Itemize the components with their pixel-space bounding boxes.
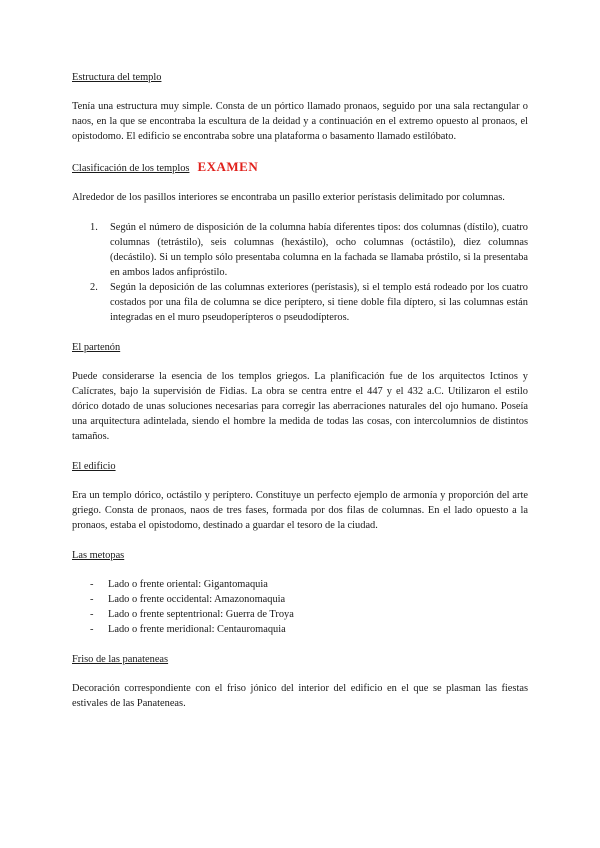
heading-estructura: Estructura del templo	[72, 72, 162, 83]
list-item-text: Según la deposición de las columnas exteriores (perístasis), si el templo está rodeado por los cuatro costados por una fila de columna se dice períptero, si tiene doble fila díptero, si las columnas están integradas en el muro pseudoperípteros o pseudodípteros.	[110, 282, 528, 323]
paragraph-friso: Decoración correspondiente con el friso jónico del interior del edificio en el que se plasman las fiestas estivales de las Panateneas.	[72, 683, 528, 709]
list-item-text: Lado o frente occidental: Amazonomaquia	[108, 594, 286, 605]
paragraph-estructura: Tenía una estructura muy simple. Consta de un pórtico llamado pronaos, seguido por una sala rectangular o naos, en la que se encontraba la escultura de la deidad y a continuación en el extremo opuesto al pronaos, el opistodomo. El edificio se encontraba sobre una plataforma o basamento llamado estilóbato.	[72, 101, 528, 142]
list-number: 1.	[90, 222, 98, 233]
list-dash: -	[90, 594, 94, 605]
heading-edificio: El edificio	[72, 461, 116, 472]
list-number: 2.	[90, 282, 98, 293]
paragraph-edificio: Era un templo dórico, octástilo y períptero. Constituye un perfecto ejemplo de armonía y proporción del arte griego. Consta de pronaos, naos de tres fases, formada por dos filas de columnas. En el lado opuesto a la pronaos, estaba el opistodomo, destinado a guardar el tesoro de la ciudad.	[72, 490, 528, 531]
list-item	[72, 592, 528, 607]
list-item-text: Según el número de disposición de la columna había diferentes tipos: dos columnas (dístilo), cuatro columnas (tetrástilo), seis columnas (hexástilo), ocho columnas (octástilo), diez columnas (decástilo). Si un templo sólo presentaba columna en la fachada se llamaba próstilo, si la presentaba en ambos lados anfipróstilo.	[110, 222, 528, 278]
heading-metopas: Las metopas	[72, 550, 125, 561]
list-item	[72, 607, 528, 622]
list-dash: -	[90, 609, 94, 620]
list-dash: -	[90, 579, 94, 590]
paragraph-clasificacion: Alrededor de los pasillos interiores se encontraba un pasillo exterior perístasis delimitado por columnas.	[72, 192, 505, 203]
heading-clasificacion: Clasificación de los templos	[72, 163, 190, 174]
list-item	[72, 220, 528, 280]
heading-friso: Friso de las panateneas	[72, 654, 169, 665]
list-item	[72, 622, 528, 637]
document-page	[72, 70, 528, 711]
list-item	[72, 280, 528, 325]
exam-badge: EXAMEN	[197, 159, 259, 174]
dashed-list-metopas	[72, 577, 528, 637]
list-item-text: Lado o frente meridional: Centauromaquia	[108, 624, 286, 635]
numbered-list-clasificacion	[72, 220, 528, 325]
list-item-text: Lado o frente oriental: Gigantomaquia	[108, 579, 268, 590]
paragraph-partenon: Puede considerarse la esencia de los templos griegos. La planificación fue de los arquitectos Ictinos y Calícrates, bajo la supervisión de Fidias. La obra se centra entre el 447 y el 432 a.C. Utilizaron el estilo dórico dotado de unas soluciones necesarias para corregir las aberraciones naturales del ojo humano. Poseía una arquitectura adintelada, siendo el hombre la medida de todas las cosas, con intercolumnios de distintos tamaños.	[72, 371, 528, 442]
heading-row-clasificacion	[72, 159, 528, 176]
heading-partenon: El partenón	[72, 342, 121, 353]
list-item-text: Lado o frente septentrional: Guerra de Troya	[108, 609, 294, 620]
list-item	[72, 577, 528, 592]
list-dash: -	[90, 624, 94, 635]
